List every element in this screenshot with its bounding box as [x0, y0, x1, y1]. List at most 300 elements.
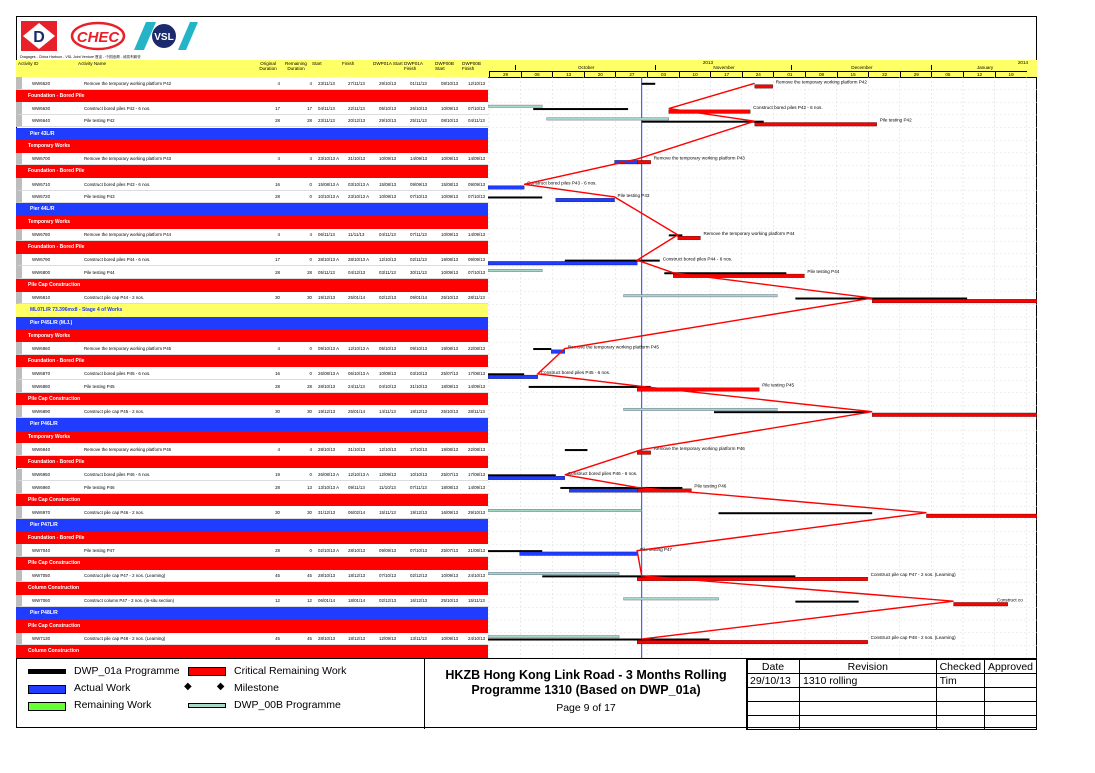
- rev-header-checked: Checked: [936, 660, 984, 674]
- cell-dwp01a-start: 03/11/13: [379, 269, 396, 275]
- wbs-work-type-row[interactable]: [16, 241, 488, 254]
- cell-finish: 27/11/13: [348, 80, 365, 86]
- cell-finish: 12/10/13 A: [348, 345, 369, 351]
- activity-row[interactable]: [16, 153, 488, 166]
- legend-actual-swatch: [28, 685, 66, 694]
- cell-dwp00b-start: 10/09/13: [441, 269, 459, 275]
- cell-remaining-duration: 30: [307, 509, 312, 515]
- cell-dwp01a-start: 12/09/13: [379, 636, 397, 642]
- cell-dwp01a-start: 04/11/13: [379, 232, 396, 238]
- wbs-work-type-row[interactable]: [16, 582, 488, 595]
- cell-finish: 18/12/13: [348, 636, 366, 642]
- cell-dwp01a-start: 09/09/13: [379, 547, 397, 553]
- critical-bar: [637, 451, 651, 455]
- activity-row[interactable]: [16, 570, 488, 583]
- cell-finish: 24/11/13: [348, 383, 365, 389]
- cell-dwp01a-start: 12/10/13: [379, 257, 397, 263]
- wbs-label: Pier P45L/R (M.J.): [30, 319, 73, 326]
- dwp00b-bar: [488, 509, 642, 511]
- cell-remaining-duration: 28: [307, 118, 312, 124]
- week-label: 27: [615, 71, 647, 77]
- cell-activity-id: WW6810: [32, 295, 51, 301]
- legend-remaining-swatch: [28, 702, 66, 711]
- cell-finish: 04/12/13: [348, 269, 366, 275]
- activity-row[interactable]: [16, 481, 488, 494]
- rev-cell-checked: Tim: [936, 674, 984, 688]
- cell-dwp00b-finish: 12/10/13: [468, 80, 486, 86]
- actual-bar: [556, 198, 615, 202]
- activity-row[interactable]: [16, 544, 488, 557]
- cell-activity-id: WW6720: [32, 194, 51, 200]
- week-label: 24: [742, 71, 774, 77]
- cell-finish: 31/10/13: [348, 446, 366, 452]
- rev-cell-empty: [747, 716, 800, 730]
- bar-label: Pile testing P43: [617, 193, 650, 199]
- cell-original-duration: 28: [275, 194, 280, 200]
- activity-row[interactable]: [16, 292, 488, 305]
- revision-table: [746, 659, 1037, 730]
- week-label: 20: [584, 71, 616, 77]
- wbs-pier-row[interactable]: [16, 607, 488, 620]
- rev-cell-empty: [985, 716, 1037, 730]
- cell-finish: 18/12/13: [348, 573, 366, 579]
- cell-dwp00b-start: 10/09/13: [441, 194, 459, 200]
- cell-activity-name: Remove the temporary working platform P45: [84, 345, 172, 351]
- col-remaining-duration[interactable]: Remaining Duration: [285, 61, 307, 71]
- col-activity-id[interactable]: Activity ID: [18, 61, 39, 66]
- cell-original-duration: 28: [275, 383, 280, 389]
- activity-row[interactable]: [16, 191, 488, 204]
- wbs-label: Pier P47L/R: [30, 522, 58, 529]
- critical-bar: [637, 640, 868, 644]
- bar-label: Construct bored piles P43 - 6 nos.: [527, 180, 597, 186]
- wbs-work-type-row[interactable]: [16, 90, 488, 103]
- cell-dwp01a-start: 04/10/13: [379, 383, 397, 389]
- month-label: December: [791, 65, 932, 70]
- cell-dwp00b-start: 19/08/13: [441, 345, 459, 351]
- cell-dwp01a-start: 11/10/13: [379, 484, 396, 490]
- cell-activity-id: WW6970: [32, 509, 51, 515]
- week-label: 29: [489, 71, 521, 77]
- cell-dwp01a-finish: 31/10/13: [410, 383, 428, 389]
- wbs-pier-row[interactable]: [16, 317, 488, 330]
- cell-original-duration: 45: [275, 573, 280, 579]
- legend-dwp01a-label: DWP_01a Programme: [74, 665, 180, 677]
- cell-start: 23/11/13: [318, 118, 335, 124]
- dwp00b-bar: [488, 572, 619, 574]
- cell-original-duration: 28: [275, 118, 280, 124]
- cell-original-duration: 19: [275, 472, 280, 478]
- cell-activity-id: WW6870: [32, 370, 51, 376]
- cell-dwp01a-finish: 09/09/13: [410, 181, 428, 187]
- cell-activity-name: Construct pile cap P46 - 2 nos.: [84, 509, 145, 515]
- wbs-work-type-row[interactable]: [16, 279, 488, 292]
- cell-dwp00b-start: 25/10/13: [441, 408, 459, 414]
- wbs-work-type-row[interactable]: [16, 165, 488, 178]
- wbs-pier-row[interactable]: [16, 418, 488, 431]
- cell-activity-id: WW6860: [32, 345, 51, 351]
- cell-dwp01a-finish: 17/10/13: [410, 446, 428, 452]
- cell-activity-name: Pile testing P42: [84, 118, 115, 124]
- wbs-label: Temporary Works: [28, 433, 71, 440]
- legend-dwp00b-swatch: [188, 703, 226, 708]
- rev-cell-empty: [985, 688, 1037, 702]
- cell-finish: 20/12/13: [348, 118, 366, 124]
- cell-activity-name: Construct pile cap P45 - 2 nos.: [84, 408, 145, 414]
- cell-original-duration: 4: [277, 345, 280, 351]
- cell-activity-id: WW6790: [32, 257, 51, 263]
- vsl-logo: [132, 20, 200, 52]
- bar-label: Construct bored piles P45 - 6 nos.: [540, 369, 611, 375]
- cell-dwp00b-start: 10/09/13: [441, 232, 459, 238]
- dwp01a-bar: [719, 512, 873, 514]
- actual-bar: [569, 489, 637, 493]
- activity-row[interactable]: [16, 380, 488, 393]
- cell-remaining-duration: 13: [307, 484, 312, 490]
- cell-finish: 23/10/13 A: [348, 194, 369, 200]
- cell-remaining-duration: 17: [307, 105, 312, 111]
- cell-activity-name: Pile testing P44: [84, 269, 115, 275]
- cell-dwp01a-finish: 26/10/13: [410, 105, 428, 111]
- cell-dwp00b-finish: 28/11/13: [468, 295, 485, 301]
- cell-dwp01a-start: 14/11/13: [379, 408, 396, 414]
- wbs-label: Temporary Works: [28, 218, 71, 225]
- month-label: October: [515, 65, 656, 70]
- cell-activity-id: WW6630: [32, 105, 51, 111]
- week-label: 12: [963, 71, 995, 77]
- rev-header-date: Date: [747, 660, 800, 674]
- cell-activity-name: Remove the temporary working platform P44: [84, 232, 172, 238]
- week-label: 08: [805, 71, 837, 77]
- col-dwp01a-finish[interactable]: DWP01A Finish: [404, 61, 423, 71]
- cell-activity-id: WW6800: [32, 269, 51, 275]
- activity-row[interactable]: [16, 595, 488, 608]
- dwp01a-bar: [488, 196, 542, 198]
- wbs-work-type-row[interactable]: [16, 393, 488, 406]
- wbs-work-type-row[interactable]: [16, 140, 488, 153]
- bar-label: Construct bored piles P42 - 6 nos.: [753, 104, 823, 110]
- col-dwp00b-start[interactable]: DWP00B Start: [435, 61, 454, 71]
- activity-row[interactable]: [16, 77, 488, 90]
- activity-row[interactable]: [16, 102, 488, 115]
- activity-row[interactable]: [16, 229, 488, 242]
- legend-remaining-label: Remaining Work: [74, 699, 152, 711]
- activity-row[interactable]: [16, 405, 488, 418]
- cell-dwp00b-finish: 09/09/13: [468, 257, 486, 263]
- cell-remaining-duration: 0: [309, 547, 312, 553]
- cell-original-duration: 4: [277, 80, 280, 86]
- cell-dwp01a-finish: 16/12/13: [410, 598, 428, 604]
- cell-start: 06/11/13: [318, 232, 335, 238]
- rev-cell-empty: [936, 702, 984, 716]
- cell-dwp00b-start: 15/08/13: [441, 181, 459, 187]
- cell-start: 23/10/13 A: [318, 156, 339, 162]
- legend-actual-label: Actual Work: [74, 682, 131, 694]
- cell-dwp01a-finish: 07/11/13: [410, 484, 427, 490]
- rev-cell-empty: [985, 702, 1037, 716]
- wbs-work-type-row[interactable]: [16, 494, 488, 507]
- cell-dwp00b-start: 10/09/13: [441, 573, 459, 579]
- programme-title: HKZB Hong Kong Link Road - 3 Months Rolling: [445, 668, 727, 682]
- cell-remaining-duration: 4: [309, 446, 312, 452]
- cell-dwp01a-start: 05/10/13: [379, 105, 397, 111]
- cell-activity-name: Construct bored piles P43 - 6 nos.: [84, 181, 151, 187]
- cell-dwp00b-start: 18/08/13: [441, 484, 459, 490]
- cell-start: 15/08/13 A: [318, 181, 339, 187]
- cell-dwp00b-finish: 14/09/13: [468, 232, 486, 238]
- cell-activity-name: Construct bored piles P42 - 6 nos.: [84, 105, 151, 111]
- cell-start: 09/10/13 A: [318, 345, 339, 351]
- col-start[interactable]: Start: [312, 61, 322, 66]
- cell-activity-id: WW6940: [32, 446, 51, 452]
- wbs-label: Pile Cap Construction: [28, 559, 81, 566]
- activity-row[interactable]: [16, 115, 488, 128]
- cell-finish: 09/11/13: [348, 484, 365, 490]
- bar-label: Construct pile cap P47 - 2 nos. (Learning): [870, 572, 956, 578]
- cell-dwp00b-start: 08/10/13: [441, 80, 459, 86]
- footer-legend-block: [16, 658, 1037, 729]
- wbs-label: Pier P46L/R: [30, 421, 58, 427]
- cell-dwp01a-start: 15/11/13: [379, 509, 396, 515]
- cell-remaining-duration: 0: [309, 345, 312, 351]
- wbs-label: Pile Cap Construction: [28, 395, 81, 402]
- wbs-work-type-row[interactable]: [16, 557, 488, 570]
- cell-start: 26/08/13 A: [318, 370, 339, 376]
- week-label: 03: [647, 71, 679, 77]
- bar-label: Remove the temporary working platform P44: [703, 231, 795, 237]
- cell-dwp00b-start: 25/10/13: [441, 295, 459, 301]
- wbs-stage-row[interactable]: [16, 304, 488, 317]
- cell-remaining-duration: 0: [309, 370, 312, 376]
- cell-dwp01a-start: 12/09/13: [379, 472, 397, 478]
- wbs-label: ML07L/R 73.396mx8 - Stage 4 of Works: [30, 307, 123, 314]
- activity-row[interactable]: [16, 266, 488, 279]
- cell-activity-name: Pile testing P43: [84, 194, 115, 200]
- dwp01a-bar: [642, 121, 764, 123]
- dwp01a-bar: [565, 449, 588, 451]
- cell-dwp00b-finish: 07/10/13: [468, 105, 486, 111]
- legend-dwp00b-label: DWP_00B Programme: [234, 699, 341, 711]
- critical-bar: [872, 299, 1037, 303]
- joint-venture-caption: Dragages - China Harbour - VSL Joint Venture 寶嘉 - 中國港灣 - 威勝利聯營: [20, 55, 141, 59]
- col-activity-name[interactable]: Activity Name: [78, 61, 107, 66]
- page-number: Page 9 of 17: [556, 702, 616, 714]
- cell-activity-id: WW7130: [32, 636, 51, 642]
- week-label: 19: [995, 71, 1027, 77]
- activity-row[interactable]: [16, 254, 488, 267]
- critical-bar: [755, 122, 877, 126]
- cell-dwp00b-start: 19/08/13: [441, 446, 459, 452]
- wbs-work-type-row[interactable]: [16, 216, 488, 229]
- cell-remaining-duration: 12: [307, 598, 312, 604]
- cell-remaining-duration: 0: [309, 181, 312, 187]
- cell-dwp01a-start: 02/12/13: [379, 295, 397, 301]
- cell-dwp00b-finish: 28/11/13: [468, 408, 485, 414]
- wbs-work-type-row[interactable]: [16, 645, 488, 658]
- cell-dwp01a-start: 07/10/13: [379, 573, 397, 579]
- bar-label: Remove the temporary working platform P46: [653, 445, 745, 451]
- year-2014-label: 2014: [1017, 60, 1029, 65]
- cell-activity-name: Construct pile cap P48 - 2 nos. (Learning): [84, 636, 166, 642]
- wbs-label: Pile Cap Construction: [28, 496, 81, 503]
- activity-row[interactable]: [16, 506, 488, 519]
- cell-remaining-duration: 28: [307, 269, 312, 275]
- cell-activity-id: WW6950: [32, 472, 51, 478]
- milestone-diamond-icon: ◆ ◆: [184, 681, 225, 692]
- timescale-header: [488, 60, 1037, 78]
- week-label: 10: [679, 71, 711, 77]
- col-dwp00b-finish[interactable]: DWP00B Finish: [462, 61, 481, 71]
- critical-bar: [755, 85, 773, 89]
- wbs-work-type-row[interactable]: [16, 431, 488, 444]
- cell-dwp00b-start: 19/08/13: [441, 257, 459, 263]
- week-label: 01: [773, 71, 805, 77]
- cell-dwp00b-finish: 04/11/13: [468, 118, 485, 124]
- cell-original-duration: 16: [275, 181, 280, 187]
- wbs-work-type-row[interactable]: [16, 620, 488, 633]
- gantt-chart: [488, 77, 1037, 658]
- dwp00b-bar: [488, 269, 542, 271]
- cell-activity-name: Pile testing P46: [84, 484, 115, 490]
- cell-dwp01a-finish: 10/10/13: [410, 472, 428, 478]
- rev-cell-revision: 1310 rolling: [800, 674, 937, 688]
- cell-finish: 25/01/14: [348, 408, 366, 414]
- legend-critical-label: Critical Remaining Work: [234, 665, 347, 677]
- cell-original-duration: 28: [275, 547, 280, 553]
- cell-dwp01a-finish: 09/10/13: [410, 345, 428, 351]
- cell-dwp01a-finish: 25/11/13: [410, 118, 427, 124]
- cell-original-duration: 16: [275, 370, 280, 376]
- bar-label: Remove the temporary working platform P43: [653, 155, 745, 161]
- cell-dwp00b-finish: 14/09/13: [468, 383, 486, 389]
- cell-activity-id: WW6880: [32, 383, 51, 389]
- activity-row[interactable]: [16, 342, 488, 355]
- cell-dwp00b-finish: 15/11/13: [468, 598, 485, 604]
- bar-label: Construct pile cap P48 - 2 nos. (Learning): [870, 635, 956, 641]
- cell-dwp00b-finish: 21/08/13: [468, 547, 486, 553]
- company-logos: [20, 20, 220, 56]
- rev-cell-empty: [936, 716, 984, 730]
- cell-remaining-duration: 45: [307, 636, 312, 642]
- cell-dwp01a-start: 12/10/13: [379, 446, 397, 452]
- cell-remaining-duration: 30: [307, 408, 312, 414]
- cell-remaining-duration: 4: [309, 156, 312, 162]
- bar-label: Remove the temporary working platform P45: [567, 344, 659, 350]
- cell-original-duration: 30: [275, 509, 280, 515]
- cell-start: 28/10/13: [318, 446, 336, 452]
- cell-original-duration: 4: [277, 232, 280, 238]
- cell-activity-id: WW6710: [32, 181, 51, 187]
- cell-activity-id: WW7060: [32, 598, 51, 604]
- activity-row[interactable]: [16, 367, 488, 380]
- year-2013-label: 2013: [702, 60, 714, 65]
- cell-dwp00b-finish: 07/10/13: [468, 269, 486, 275]
- cell-activity-name: Pile testing P47: [84, 547, 115, 553]
- cell-dwp01a-finish: 13/11/13: [410, 636, 427, 642]
- week-label: 22: [868, 71, 900, 77]
- cell-dwp01a-finish: 14/09/13: [410, 156, 428, 162]
- cell-dwp00b-start: 18/08/13: [441, 383, 459, 389]
- chec-logo: [70, 20, 126, 52]
- cell-finish: 12/10/13 A: [348, 472, 369, 478]
- cell-dwp00b-start: 25/07/13: [441, 370, 459, 376]
- actual-bar: [488, 261, 637, 265]
- cell-original-duration: 17: [275, 105, 280, 111]
- wbs-work-type-row[interactable]: [16, 532, 488, 545]
- cell-finish: 03/10/13 A: [348, 181, 369, 187]
- wbs-pier-row[interactable]: [16, 203, 488, 216]
- cell-dwp01a-start: 10/09/13: [379, 194, 397, 200]
- activity-row[interactable]: [16, 443, 488, 456]
- cell-dwp00b-finish: 22/08/13: [468, 345, 486, 351]
- col-dwp01a-start[interactable]: DWP01A Start: [373, 61, 403, 66]
- wbs-label: Pile Cap Construction: [28, 623, 81, 630]
- week-label: 06: [521, 71, 553, 77]
- dwp01a-bar: [795, 601, 858, 603]
- cell-start: 04/11/13: [318, 105, 335, 111]
- wbs-work-type-row[interactable]: [16, 330, 488, 343]
- cell-finish: 28/10/13: [348, 547, 366, 553]
- cell-dwp00b-finish: 17/08/13: [468, 472, 486, 478]
- bar-label: Pile testing P47: [640, 546, 673, 552]
- dwp01a-bar: [714, 411, 868, 413]
- col-finish[interactable]: Finish: [342, 61, 355, 66]
- cell-dwp00b-finish: 22/08/13: [468, 446, 486, 452]
- bar-label: Pile testing P42: [879, 117, 912, 123]
- cell-finish: 25/01/14: [348, 295, 366, 301]
- actual-bar: [488, 375, 538, 379]
- cell-start: 10/10/13 A: [318, 194, 339, 200]
- week-label: 13: [552, 71, 584, 77]
- cell-start: 02/10/13 A: [318, 547, 339, 553]
- cell-activity-name: Construct bored piles P45 - 6 nos.: [84, 370, 151, 376]
- activity-row[interactable]: [16, 633, 488, 646]
- month-label: November: [655, 65, 792, 70]
- cell-original-duration: 12: [275, 598, 280, 604]
- cell-dwp01a-start: 05/10/13: [379, 345, 397, 351]
- cell-start: 28/10/13: [318, 383, 336, 389]
- cell-activity-id: WW7040: [32, 547, 51, 553]
- dwp00b-bar: [488, 636, 619, 638]
- cell-original-duration: 28: [275, 269, 280, 275]
- rev-cell-date: 29/10/13: [747, 674, 800, 688]
- dragages-logo: [20, 20, 58, 52]
- table-header: [16, 60, 488, 78]
- cell-start: 26/08/13 A: [318, 472, 339, 478]
- cell-activity-id: WW6780: [32, 232, 51, 238]
- col-original-duration[interactable]: Original Duration: [259, 61, 277, 71]
- cell-dwp01a-start: 29/10/13: [379, 118, 397, 124]
- cell-dwp01a-finish: 02/12/13: [410, 573, 428, 579]
- rev-header-approved: Approved: [985, 660, 1037, 674]
- bar-label: Pile testing P46: [694, 483, 727, 489]
- wbs-label: Foundation - Bored Pile: [28, 458, 85, 465]
- activity-row[interactable]: [16, 178, 488, 191]
- legend-milestone-label: Milestone: [234, 682, 279, 694]
- dwp00b-bar: [624, 295, 778, 297]
- cell-dwp00b-start: 10/09/13: [441, 636, 459, 642]
- cell-activity-name: Remove the temporary working platform P46: [84, 446, 172, 452]
- activity-row[interactable]: [16, 469, 488, 482]
- wbs-pier-row[interactable]: [16, 128, 488, 141]
- cell-start: 06/01/14: [318, 598, 336, 604]
- wbs-label: Foundation - Bored Pile: [28, 244, 85, 251]
- wbs-work-type-row[interactable]: [16, 355, 488, 368]
- wbs-work-type-row[interactable]: [16, 456, 488, 469]
- wbs-pier-row[interactable]: [16, 519, 488, 532]
- cell-activity-name: Construct column P47 - 2 nos. (in-situ section): [84, 598, 175, 604]
- dwp01a-bar: [533, 108, 628, 110]
